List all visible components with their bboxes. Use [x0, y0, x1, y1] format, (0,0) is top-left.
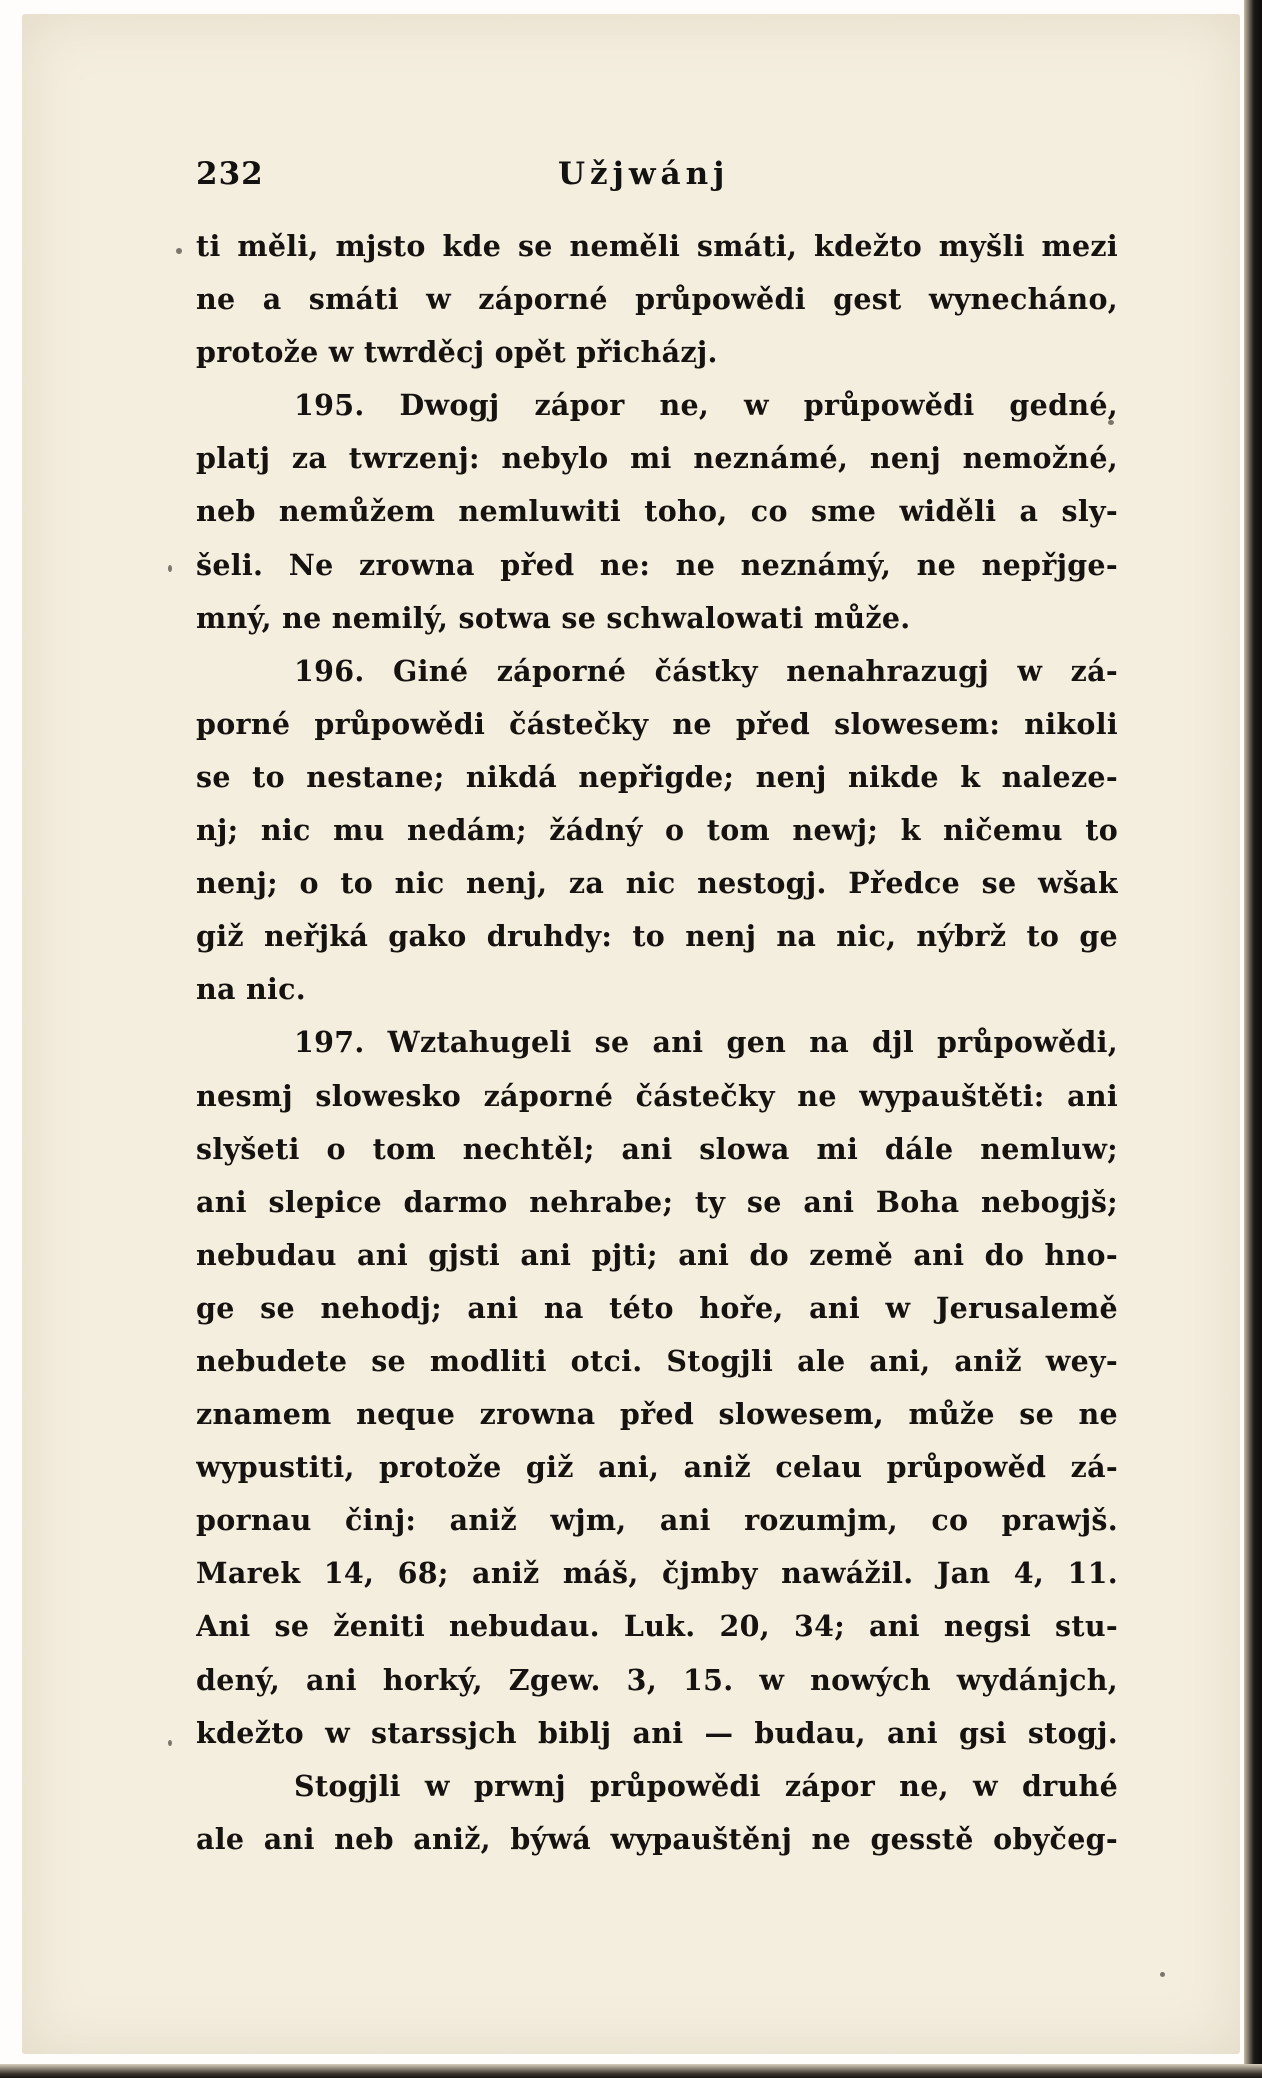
text-line: mný, ne nemilý, sotwa se schwalowati může. — [196, 600, 911, 635]
text-line: Marek 14, 68; aniž máš, čjmby nawážil. Jan 4, 11. — [196, 1556, 1118, 1591]
text-line: znamem neque zrowna před slowesem, může se ne — [196, 1397, 1118, 1432]
text-line: Ani se ženiti nebudau. Luk. 20, 34; ani negsi stu- — [196, 1609, 1118, 1644]
running-head — [196, 156, 1076, 202]
text-line: nenj; o to nic nenj, za nic nestogj. Předce se wšak — [196, 866, 1118, 901]
running-title: Užjwánj — [558, 156, 730, 192]
text-line: ale ani neb aniž, býwá wypauštěnj ne gesstě obyčeg- — [196, 1821, 1118, 1856]
text-line: Stogjli w prwnj průpowědi zápor ne, w druhé — [294, 1768, 1118, 1803]
text-line: 195. Dwogj zápor ne, w průpowědi gedné, — [294, 388, 1118, 423]
ink-speck — [168, 565, 172, 572]
text-line: ne a smáti w záporné průpowědi gest wynecháno, — [196, 282, 1118, 317]
text-line: slyšeti o tom nechtěl; ani slowa mi dále nemluw; — [196, 1131, 1118, 1166]
ink-speck — [176, 248, 182, 254]
ink-speck — [1160, 1972, 1165, 1977]
text-line: porné průpowědi částečky ne před slowesem: nikoli — [196, 706, 1118, 741]
text-line: kdežto w starssjch biblj ani — budau, ani gsi stogj. — [196, 1715, 1118, 1750]
text-line: ti měli, mjsto kde se neměli smáti, kdežto myšli mezi — [196, 229, 1118, 263]
text-line: šeli. Ne zrowna před ne: ne neznámý, ne nepřjge- — [196, 547, 1118, 582]
text-line: nj; nic mu nedám; žádný o tom newj; k ničemu to — [196, 813, 1118, 848]
text-line: pornau činj: aniž wjm, ani rozumjm, co prawjš. — [196, 1503, 1118, 1538]
text-line: 196. Giné záporné částky nenahrazugj w zá- — [294, 653, 1118, 688]
ink-speck — [168, 1740, 172, 1746]
text-line: giž neřjká gako druhdy: to nenj na nic, nýbrž to ge — [196, 919, 1118, 954]
text-line: nebudau ani gjsti ani pjti; ani do země ani do hno- — [196, 1237, 1118, 1272]
text-line: se to nestane; nikdá nepřigde; nenj nikde k naleze- — [196, 759, 1118, 794]
text-line: platj za twrzenj: nebylo mi neznámé, nenj nemožné, — [196, 441, 1118, 476]
text-line: 197. Wztahugeli se ani gen na djl průpowědi, — [294, 1025, 1118, 1060]
page-edge-shadow — [1244, 0, 1262, 2078]
page-bottom-shadow — [0, 2064, 1262, 2078]
text-line: ani slepice darmo nehrabe; ty se ani Boha nebogjš; — [196, 1184, 1118, 1219]
body-text — [196, 220, 1118, 1866]
page-number: 232 — [196, 156, 264, 192]
text-line: nebudete se modliti otci. Stogjli ale ani, aniž wey- — [196, 1343, 1118, 1378]
text-line: na nic. — [196, 972, 307, 1007]
text-line: nesmj slowesko záporné částečky ne wypauštěti: ani — [196, 1078, 1118, 1113]
text-line: neb nemůžem nemluwiti toho, co sme widěli a sly- — [196, 494, 1118, 529]
text-line: protože w twrděcj opět přicházj. — [196, 335, 718, 370]
text-line: ge se nehodj; ani na této hoře, ani w Jerusalemě — [196, 1290, 1118, 1325]
text-line: wypustiti, protože giž ani, aniž celau průpowěd zá- — [196, 1450, 1118, 1485]
text-line: dený, ani horký, Zgew. 3, 15. w nowých wydánjch, — [196, 1662, 1118, 1697]
